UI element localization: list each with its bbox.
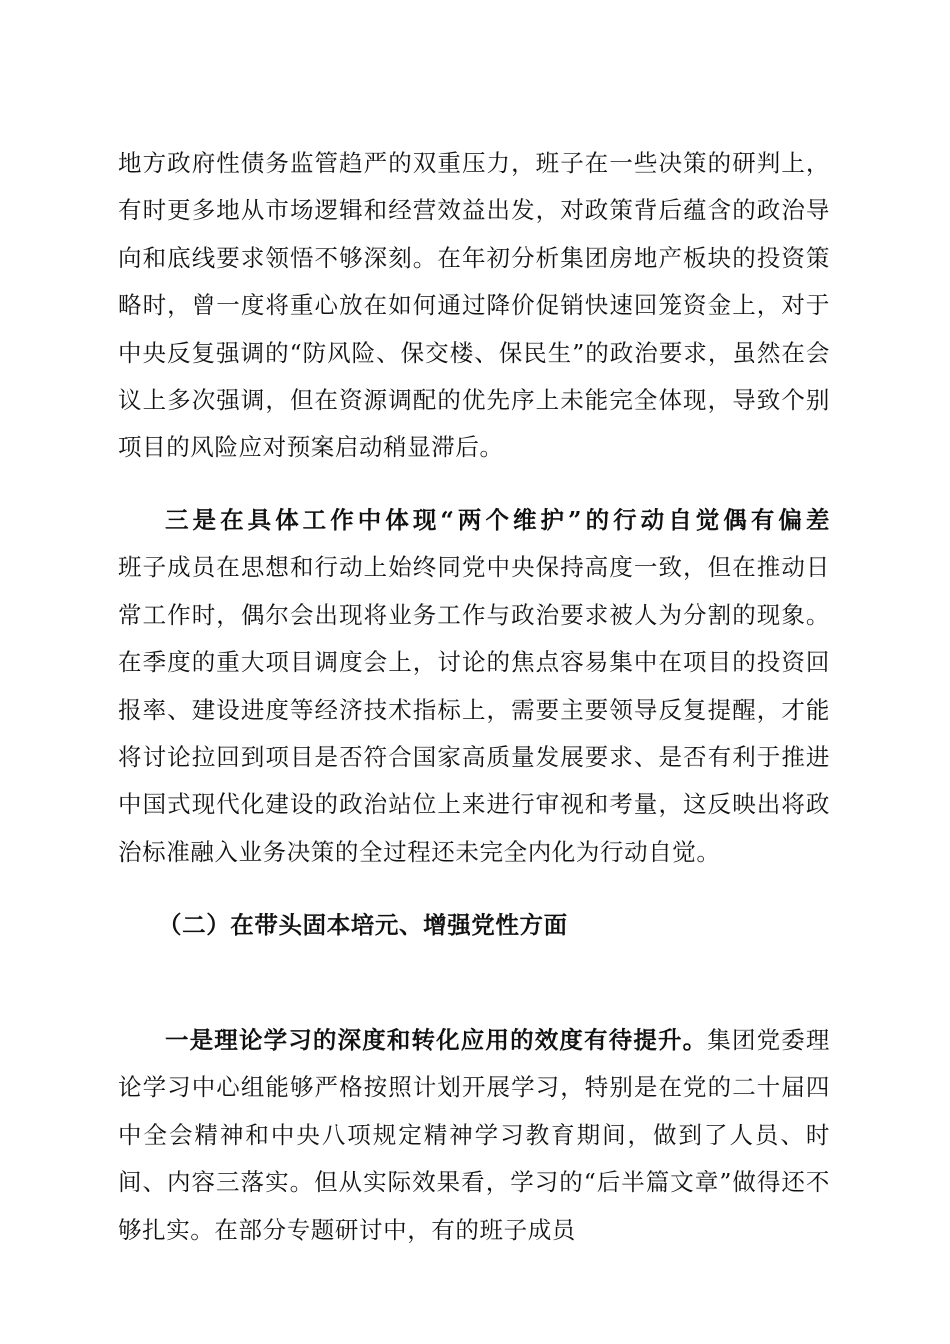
point-one-lead: 一是理论学习的深度和转化应用的效度有待提升。 [165, 1026, 708, 1054]
point-three-body: 班子成员在思想和行动上始终同党中央保持高度一致，但在推动日常工作时，偶尔会出现将业务工作与政治要求被人为分割的现象。在季度的重大项目调度会上，讨论的焦点容易集中在项目的投资回报率、建设进度等经济技术指标上，需要主要领导反复提醒，才能将讨论拉回到项目是否符合国家高质量发展要求、是否有利于推进中国式现代化建设的政治站位上来进行审视和考量，这反映出将政治标准融入业务决策的全过程还未完全内化为行动自觉。 [118, 553, 830, 866]
section-heading [118, 902, 830, 949]
point-one-body: 集团党委理论学习中心组能够严格按照计划开展学习，特别是在党的二十届四中全会精神和中央八项规定精神学习教育期间，做到了人员、时间、内容三落实。但从实际效果看，学习的“后半篇文章”做得还不够扎实。在部分专题研讨中，有的班子成员 [118, 1026, 830, 1244]
point-three-lead: 三是在具体工作中体现“两个维护”的行动自觉偶有偏差 [165, 506, 830, 534]
paragraph-continuation [118, 140, 830, 472]
section-heading-text: （二）在带头固本培元、增强党性方面 [158, 911, 568, 939]
paragraph-point-one [118, 1017, 830, 1254]
paragraph-text: 地方政府性债务监管趋严的双重压力，班子在一些决策的研判上，有时更多地从市场逻辑和经营效益出发，对政策背后蕴含的政治导向和底线要求领悟不够深刻。在年初分析集团房地产板块的投资策略时，曾一度将重心放在如何通过降价促销快速回笼资金上，对于中央反复强调的“防风险、保交楼、保民生”的政治要求，虽然在会议上多次强调，但在资源调配的优先序上未能完全体现，导致个别项目的风险应对预案启动稍显滞后。 [118, 149, 830, 462]
point-one-paragraph [118, 1017, 830, 1254]
paragraph-point-three [118, 497, 830, 876]
